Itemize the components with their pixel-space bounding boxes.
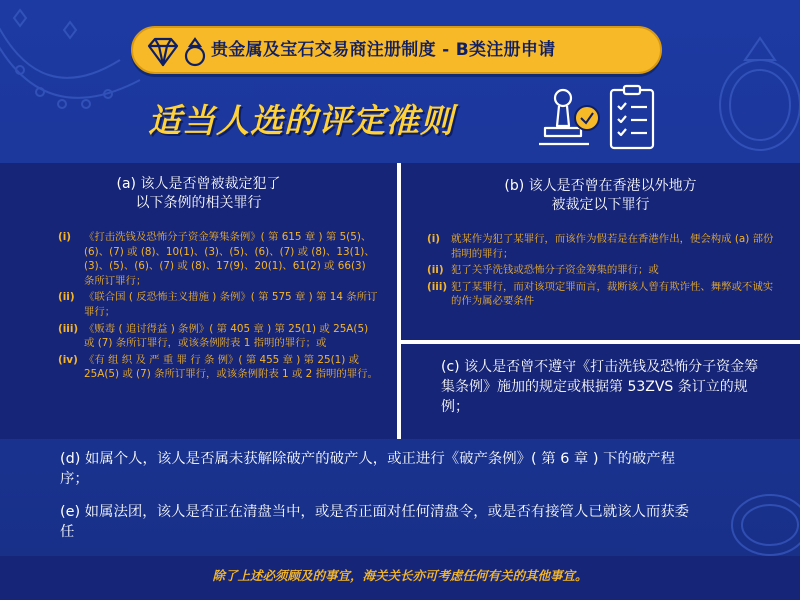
footer-note: 除了上述必须顾及的事宜，海关关长亦可考虑任何有关的其他事宜。 xyxy=(212,568,588,583)
list-item xyxy=(427,263,777,278)
page-title: 贵金属及宝石交易商注册制度 - B类注册申请 xyxy=(211,40,556,60)
list-item xyxy=(58,230,378,288)
bangle-decoration-icon xyxy=(720,480,800,560)
section-c-panel xyxy=(401,344,800,439)
section-b-panel xyxy=(401,163,800,340)
list-item-text: 犯了关乎洗钱或恐怖分子资金筹集的罪行；或 xyxy=(451,264,659,277)
ring-decoration-icon xyxy=(690,20,800,160)
list-item-text: 就某作为犯了某罪行，而该作为假若是在香港作出，便会构成 (a) 部份指明的罪行； xyxy=(451,233,774,260)
page-subtitle: 适当人选的评定准则 xyxy=(148,101,454,140)
check-circle-icon xyxy=(575,106,599,130)
list-item-number: (iv) xyxy=(58,353,78,366)
list-item-number: (i) xyxy=(58,231,72,243)
section-b-heading-line1: (b) 该人是否曾在香港以外地方 xyxy=(504,178,697,194)
necklace-decoration-icon xyxy=(0,0,150,160)
list-item-number: (iii) xyxy=(427,280,448,293)
list-item-text: 《联合国 ( 反恐怖主义措施 ) 条例》( 第 575 章 ) 第 14 条所订罪行； xyxy=(84,291,378,318)
list-item-number: (ii) xyxy=(58,291,75,304)
list-item-number: (ii) xyxy=(427,264,444,277)
list-item xyxy=(427,280,777,309)
section-a-heading-line1: (a) 该人是否曾被裁定犯了 xyxy=(116,176,281,192)
list-item xyxy=(427,232,777,261)
list-item xyxy=(58,290,378,319)
diamond-icon xyxy=(149,39,177,65)
jewel-icons xyxy=(145,35,209,69)
list-item-text: 《有 组 织 及 严 重 罪 行 条 例》( 第 455 章 ) 第 25(1) 或 25A(5) 或 (7) 条所订罪行，或该条例附表 1 或 2 指明的罪行。 xyxy=(84,353,378,381)
footer-bar xyxy=(0,556,800,600)
section-b-heading-line2: 被裁定以下罪行 xyxy=(551,197,650,213)
section-b-list xyxy=(427,232,777,311)
section-a-panel xyxy=(0,163,397,439)
ring-icon xyxy=(186,39,204,65)
list-item xyxy=(58,353,378,382)
section-d-text: (d) 如属个人，该人是否属未获解除破产的破产人，或正进行《破产条例》( 第 6 章 ) 下的破产程序； xyxy=(60,451,676,487)
section-b-heading xyxy=(401,177,800,215)
checklist-icon xyxy=(611,86,653,148)
list-item-number: (i) xyxy=(427,233,441,245)
section-e-text: (e) 如属法团，该人是否正在清盘当中，或是否正面对任何清盘令，或是否有接管人已就该人而获委任 xyxy=(60,504,690,540)
section-a-heading xyxy=(0,175,397,213)
section-c-heading: (c) 该人是否曾不遵守《打击洗钱及恐怖分子资金筹集条例》施加的规定或根据第 53ZVS 条订立的规例； xyxy=(441,359,759,415)
list-item-text: 《贩毒 ( 追讨得益 ) 条例》( 第 405 章 ) 第 25(1) 或 25A(5) 或 (7) 条所订罪行，或该条例附表 1 指明的罪行；或 xyxy=(84,322,369,350)
title-banner xyxy=(131,26,662,74)
list-item-number: (iii) xyxy=(58,322,79,335)
list-item-text: 《打击洗钱及恐怖分子资金筹集条例》( 第 615 章 ) 第 5(5)、(6)、(7) 或 (8)、10(1)、(3)、(5)、(6)、(7) 或 (8)、13(1)、(3)、(5)、(6)、(7) 或 (8)、17(9)、20(1)、61(2) 或 66(3) 条所订罪行； xyxy=(84,231,375,287)
header-icons xyxy=(535,84,665,156)
list-item xyxy=(58,322,378,351)
section-a-list xyxy=(58,230,378,384)
section-a-heading-line2: 以下条例的相关罪行 xyxy=(135,195,262,211)
list-item-text: 犯了某罪行，而对该项定罪而言，裁断该人曾有欺诈性、舞弊或不诚实的作为属必要条件 xyxy=(451,280,774,308)
